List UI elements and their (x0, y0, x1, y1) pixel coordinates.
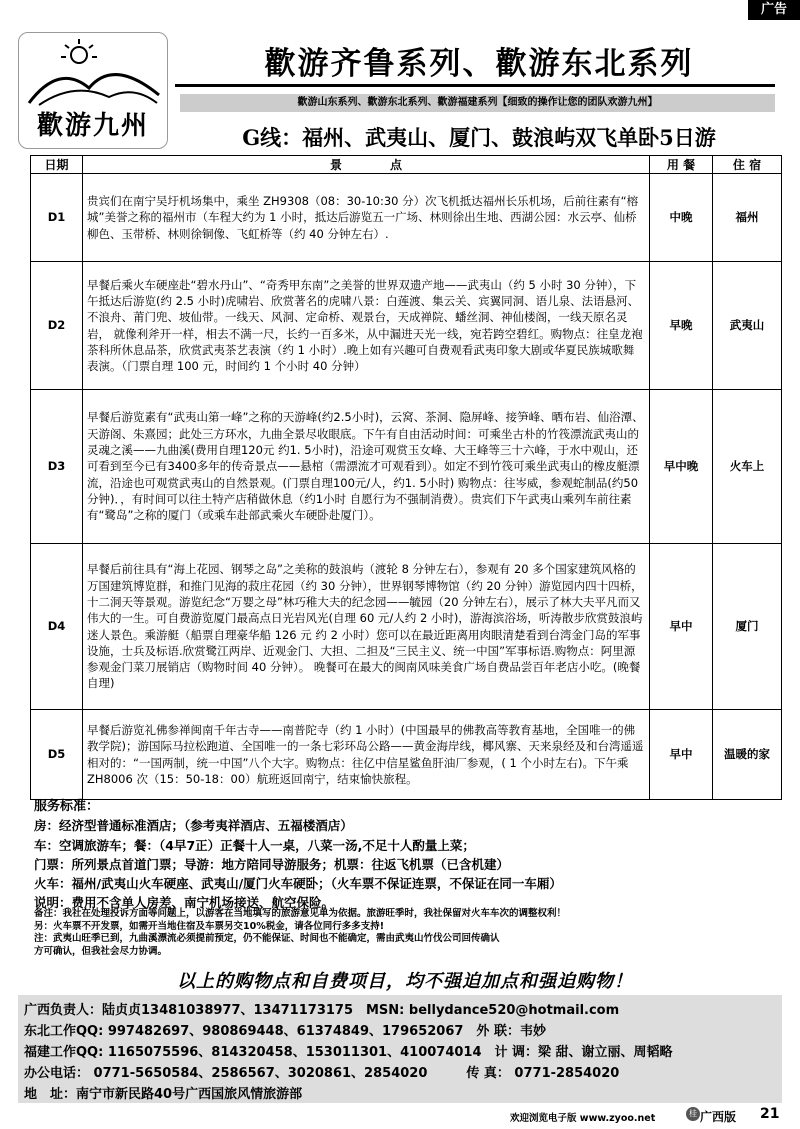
itinerary-cell: 早餐后游览素有“武夷山第一峰”之称的天游峰(约2.5小时)，云窝、茶洞、隐屏峰、接笋峰、晒布岩、仙浴潭、天游阁、朱熹园；此处三方环水，九曲全景尽收眼底。下午有自由活动时间：可乘坐古朴的竹筏漂流武夷山的灵魂之溪——九曲溪(费用自理120元 约1. 5小时)，沿途可观赏玉女峰、大王峰等三十六峰，于水中观山，还可看到至今已有3400多年的传奇景点——悬棺（需漂流才可观看到）。如定不到竹筏可乘坐武夷山的橡皮艇漂流，沿途也可观赏武夷山的自然景观。(门票自理100元/人，约1. 5小时) 购物点：往岑威，参观蛇制品(约50分钟)．，有时间可以往土特产店稍做休息（约1小时 自愿行为不强制消费）。贵宾们下午武夷山乘列车前往素有“鹭岛”之称的厦门（或乘车赴部武乘火车硬卧赴厦门）。 (83, 390, 650, 544)
meal-cell: 早晚 (650, 262, 713, 390)
route-title: G线：福州、武夷山、厦门、鼓浪屿双飞单卧5日游 (242, 125, 716, 150)
meal-cell: 中晚 (650, 174, 713, 262)
header-date: 日期 (31, 156, 83, 174)
ad-label: 广告 (748, 0, 800, 20)
note-line: 注：武夷山旺季已到，九曲溪漂流必须提前预定，仍不能保证、时间也不能确定，需由武夷山竹伐公司回传确认 (34, 933, 500, 944)
day-cell: D2 (31, 262, 83, 390)
sun-mountain-icon (19, 33, 167, 113)
lodging-cell: 福州 (713, 174, 782, 262)
service-line: 门票：所列景点首道门票；导游：地方陪同导游服务；机票：往返飞机票（已含机建） (34, 856, 510, 872)
table-row (31, 262, 782, 390)
table-row (31, 710, 782, 800)
service-heading: 服务标准： (34, 799, 100, 814)
meal-cell: 早中 (650, 544, 713, 710)
table-row (31, 390, 782, 544)
footer-website: 欢迎浏览电子版 www.zyoo.net (510, 1113, 656, 1124)
day-cell: D1 (31, 174, 83, 262)
company-logo (18, 32, 168, 149)
itinerary-table (30, 155, 782, 800)
meal-cell: 早中晚 (650, 390, 713, 544)
itinerary-cell: 早餐后前往具有“海上花园、钢琴之岛”之美称的鼓浪屿（渡轮 8 分钟左右），参观有 20 多个国家建筑风格的万国建筑博览群，和推门见海的菽庄花园（约 30 分钟），世界钢琴博物馆（约 20 分钟）游览园内四十四桥，十二洞天等景观。游览纪念“万婴之母”林巧稚大夫的纪念园——毓园（20 分钟左右），展示了林大夫平凡而又伟大的一生。可自费游览厦门最高点日光岩风光(自理 60 元/人约 2 小时)，游海滨浴场，听涛散步欣赏鼓浪屿迷人景色。乘游艇（船票自理豪华船 126 元 约 2 小时）您可以在最近距离用肉眼清楚看到台湾金门岛的军事设施，士兵及标语.欣赏鹭江两岸、近观金门、大担、二担及“三民主义、统一中国”军事标语.购物点：阿里源参观金门菜刀展销店（购物时间 40 分钟）。 晚餐可在最大的闽南风味美食广场自费品尝百年老店小吃。(晚餐自理) (83, 544, 650, 710)
header-lodging: 住 宿 (713, 156, 782, 174)
series-subline: 歡游山东系列、歡游东北系列、歡游福建系列【细致的操作让您的团队欢游九州】 (180, 94, 775, 112)
edition-badge-icon: 桂 (686, 1107, 700, 1121)
note-line: 方可确认，但我社会尽力协调。 (34, 945, 168, 957)
footer-edition: 广西版 (700, 1110, 737, 1124)
title-divider (175, 84, 775, 87)
service-line: 房：经济型普通标准酒店；（参考夷祥酒店、五福楼酒店） (34, 818, 353, 834)
logo-text: 歡游九州 (36, 111, 149, 141)
lodging-cell: 厦门 (713, 544, 782, 710)
note-line: 备注：我社在处理投诉方面等问题上，以游客在当地填写的旅游意见单为依据。旅游旺季时，我社保留对火车车次的调整权利！ (34, 908, 567, 919)
header-sights: 景 点 (83, 156, 650, 174)
notes-block (34, 908, 784, 958)
table-row (31, 544, 782, 710)
day-cell: D4 (31, 544, 83, 710)
header-meals: 用 餐 (650, 156, 713, 174)
meal-cell: 早中 (650, 710, 713, 800)
lodging-cell: 火车上 (713, 390, 782, 544)
lodging-cell: 武夷山 (713, 262, 782, 390)
service-line: 火车：福州/武夷山火车硬座、武夷山/厦门火车硬卧；（火车票不保证连票，不保证在同一车厢） (34, 876, 562, 892)
day-cell: D3 (31, 390, 83, 544)
service-line: 车：空调旅游车；餐：（4早7正）正餐十人一桌，八菜一汤,不足十人酌量上菜； (34, 837, 475, 853)
contact-panel (18, 995, 782, 1103)
page-number: 21 (760, 1106, 780, 1122)
contact-row: 东北工作QQ: 997482697、980869448、61374849、179652067 外 联：韦妙 (24, 1024, 546, 1039)
contact-row: 福建工作QQ: 1165075596、814320458、153011301、410074014 计 调：梁 甜、谢立丽、周韬略 (24, 1045, 673, 1060)
contact-row: 办公电话： 0771-5650584、2586567、3020861、2854020 传 真： 0771-2854020 (24, 1066, 620, 1081)
itinerary-cell: 贵宾们在南宁吴圩机场集中，乘坐 ZH9308（08：30-10:30 分）次飞机抵达福州长乐机场，后前往素有“榕城”美誉之称的福州市（车程大约为 1 小时，抵达后游览五一广场、林则徐出生地、西湖公园：水云亭、仙桥柳色、玉带桥、林则徐铜像、飞虹桥等（约 40 分钟左右）. (83, 174, 650, 262)
contact-row: 广西负责人：陆贞贞13481038977、13471173175 MSN: bellydance520@hotmail.com (24, 1003, 620, 1018)
service-standards (34, 797, 784, 913)
table-row (31, 174, 782, 262)
itinerary-cell: 早餐后游览礼佛参禅闽南千年古寺——南普陀寺（约 1 小时）(中国最早的佛教高等教育基地，全国唯一的佛教学院)；游国际马拉松跑道、全国唯一的一条七彩环岛公路——黄金海岸线，椰风寨、天来泉经及和台湾遥遥相对的：“一国两制，统一中国”八个大字。购物点：往亿中信星鲨鱼肝油厂参观，( 1 个小时左右)。下午乘 ZH8006 次（15：50-18：00）航班返回南宁，结束愉快旅程。 (83, 710, 650, 800)
day-cell: D5 (31, 710, 83, 800)
main-title: 歡游齐鲁系列、歡游东北系列 (264, 46, 694, 82)
itinerary-cell: 早餐后乘火车硬座赴“碧水丹山”、“奇秀甲东南”之美誉的世界双遗产地——武夷山（约 5 小时 30 分钟），下午抵达后游览(约 2.5 小时)虎啸岩、欣赏著名的虎啸八景：白莲渡、集云关、宾翼同洞、语儿泉、法语悬河、不浪舟、莆门兜、坡仙带。一线天、风洞、定命桥、观景台，天成禅院、蟠丝洞、神仙楼阁，一线天原名灵岩， 就像利斧开一样，相去不满一尺，长约一百多米，从中漏进天光一线，宛若跨空碧红。购物点：往皇龙袍茶科所休息品茶，欣赏武夷茶艺表演（约 1 小时）.晚上如有兴趣可自费观看武夷印象大剧或华夏民族城歌舞表演。（门票自理 100 元，时间约 1 个小时 40 分钟） (83, 262, 650, 390)
note-line: 另：火车票不开发票，如需开当地住宿及车票另交10%税金，请各位同行多多支持! (34, 920, 385, 932)
slogan: 以上的购物点和自费项目，均不强迫加点和强迫购物！ (177, 971, 633, 992)
contact-row: 地 址：南宁市新民路40号广西国旅风情旅游部 (24, 1087, 303, 1102)
lodging-cell: 温暖的家 (713, 710, 782, 800)
service-line: 说明：费用不含单人房差、南宁机场接送、航空保险。 (34, 895, 335, 911)
table-header-row (31, 156, 782, 174)
